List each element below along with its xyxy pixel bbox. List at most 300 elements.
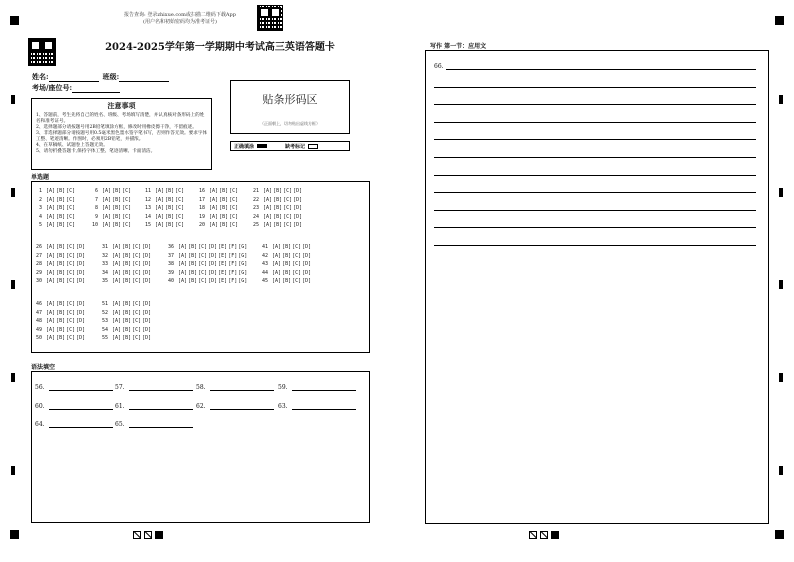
mc-option-d[interactable]: [D] [142,326,152,333]
mc-option-c[interactable]: [C] [283,222,293,229]
mc-option-a[interactable]: [A] [46,205,56,212]
mc-question-number: 24 [253,213,263,220]
mc-option-c[interactable]: [C] [292,269,302,276]
mc-option-a[interactable]: [A] [112,326,122,333]
mc-option-a[interactable]: [A] [263,213,273,220]
blank-answer-line[interactable] [49,404,113,410]
class-field[interactable] [119,74,169,82]
writing-line[interactable] [434,175,756,176]
mc-option-c[interactable]: [C] [292,252,302,259]
mc-option-d[interactable]: [D] [76,335,86,342]
mc-option-a[interactable]: [A] [209,196,219,203]
mc-option-c[interactable]: [C] [198,261,208,268]
mc-option-d[interactable]: [D] [142,318,152,325]
mc-option-d[interactable]: [D] [302,261,312,268]
writing-line[interactable] [434,87,756,88]
mc-question-number: 51 [102,301,112,307]
mc-option-b[interactable]: [B] [56,205,66,212]
mc-option-b[interactable]: [B] [188,244,198,250]
mc-question-37 [168,253,247,259]
mc-option-b[interactable]: [B] [282,278,292,285]
mc-option-c[interactable]: [C] [66,261,76,268]
blank-answer-line[interactable] [129,385,193,391]
mc-option-a[interactable]: [A] [178,261,188,268]
mc-option-c[interactable]: [C] [122,188,132,194]
exam-seat-field[interactable] [72,85,120,93]
mc-question-number: 19 [199,213,209,220]
mc-option-b[interactable]: [B] [165,205,175,212]
writing-line[interactable] [434,139,756,140]
mc-option-c[interactable]: [C] [175,196,185,203]
mc-question-number: 23 [253,205,263,212]
writing-line[interactable] [434,192,756,193]
mc-option-b[interactable]: [B] [282,269,292,276]
mc-option-a[interactable]: [A] [155,196,165,203]
registration-mark [11,188,15,197]
mc-option-b[interactable]: [B] [219,213,229,220]
mc-option-a[interactable]: [A] [102,188,112,194]
mc-option-c[interactable]: [C] [66,309,76,316]
mc-question-21 [253,188,302,194]
mc-option-c[interactable]: [C] [66,188,76,194]
registration-mark [779,95,783,104]
writing-line[interactable] [434,104,756,105]
mc-option-a[interactable]: [A] [112,301,122,307]
mc-option-b[interactable]: [B] [56,252,66,259]
corner-mark [10,530,19,539]
mc-option-a[interactable]: [A] [178,278,188,285]
mc-option-e[interactable]: [E] [218,269,228,276]
mc-option-c[interactable]: [C] [132,269,142,276]
notice-heading: 注意事项 [107,101,136,110]
mc-option-a[interactable]: [A] [46,301,56,307]
registration-mark [779,188,783,197]
mc-option-b[interactable]: [B] [273,188,283,194]
mc-option-b[interactable]: [B] [188,252,198,259]
mc-option-d[interactable]: [D] [76,309,86,316]
mc-option-d[interactable]: [D] [208,252,218,259]
mc-option-b[interactable]: [B] [122,278,132,285]
mc-option-c[interactable]: [C] [66,278,76,285]
mc-option-b[interactable]: [B] [188,269,198,276]
mc-option-g[interactable]: [G] [238,244,248,250]
mc-option-c[interactable]: [C] [66,335,76,342]
writing-line[interactable] [446,69,756,70]
mc-option-b[interactable]: [B] [56,196,66,203]
blank-answer-line[interactable] [210,404,274,410]
mc-option-a[interactable]: [A] [272,244,282,250]
mc-option-a[interactable]: [A] [272,278,282,285]
mc-question-54 [102,327,151,333]
mc-option-d[interactable]: [D] [142,269,152,276]
writing-line[interactable] [434,157,756,158]
mc-option-d[interactable]: [D] [208,269,218,276]
mc-option-a[interactable]: [A] [272,269,282,276]
mc-option-b[interactable]: [B] [219,196,229,203]
mc-option-b[interactable]: [B] [56,318,66,325]
mc-option-d[interactable]: [D] [293,188,303,194]
mc-option-d[interactable]: [D] [293,213,303,220]
mc-option-c[interactable]: [C] [66,213,76,220]
mc-option-c[interactable]: [C] [132,335,142,342]
mc-question-number: 54 [102,326,112,333]
mc-option-b[interactable]: [B] [282,252,292,259]
mc-option-b[interactable]: [B] [56,301,66,307]
mc-option-b[interactable]: [B] [56,213,66,220]
mc-option-a[interactable]: [A] [155,222,165,229]
mc-option-d[interactable]: [D] [293,196,303,203]
mc-question-number: 33 [102,261,112,268]
mc-option-a[interactable]: [A] [112,278,122,285]
mc-option-g[interactable]: [G] [238,269,248,276]
mc-option-a[interactable]: [A] [46,318,56,325]
mc-option-d[interactable]: [D] [142,309,152,316]
slash-mark [133,531,141,539]
mc-option-b[interactable]: [B] [56,326,66,333]
mc-question-55 [102,335,151,341]
mc-question-42 [262,253,311,259]
blank-number: 60. [35,403,45,410]
mc-question-43 [262,261,311,267]
mc-option-c[interactable]: [C] [198,269,208,276]
mc-option-b[interactable]: [B] [56,222,66,229]
mc-option-a[interactable]: [A] [263,188,273,194]
mc-question-number: 42 [262,252,272,259]
writing-line[interactable] [434,210,756,211]
mc-question-number: 43 [262,261,272,268]
mc-option-c[interactable]: [C] [229,213,239,220]
writing-line[interactable] [434,245,756,246]
mc-option-a[interactable]: [A] [272,261,282,268]
mc-option-b[interactable]: [B] [188,261,198,268]
bottom-ticks-right [529,531,559,539]
mc-option-a[interactable]: [A] [112,252,122,259]
mc-option-b[interactable]: [B] [122,309,132,316]
mc-option-d[interactable]: [D] [208,278,218,285]
mc-option-c[interactable]: [C] [122,213,132,220]
mc-option-c[interactable]: [C] [175,205,185,212]
mc-option-c[interactable]: [C] [229,188,239,194]
blank-answer-line[interactable] [292,404,356,410]
mc-option-b[interactable]: [B] [112,188,122,194]
mc-option-a[interactable]: [A] [178,244,188,250]
mc-option-a[interactable]: [A] [102,222,112,229]
mc-option-f[interactable]: [F] [228,269,238,276]
fill-answer-box [31,371,370,523]
mc-option-b[interactable]: [B] [112,196,122,203]
mc-question-15 [145,222,184,228]
name-field[interactable] [49,74,99,82]
mc-option-a[interactable]: [A] [112,261,122,268]
mc-question-45 [262,278,311,284]
mc-option-b[interactable]: [B] [56,335,66,342]
mc-option-c[interactable]: [C] [66,222,76,229]
mc-option-a[interactable]: [A] [46,335,56,342]
mc-option-f[interactable]: [F] [228,261,238,268]
blank-answer-line[interactable] [292,385,356,391]
mc-option-a[interactable]: [A] [46,278,56,285]
mc-option-a[interactable]: [A] [209,188,219,194]
mc-option-a[interactable]: [A] [112,269,122,276]
page-title: 2024-2025学年第一学期期中考试高三英语答题卡 [105,42,335,53]
mc-option-f[interactable]: [F] [228,278,238,285]
mc-option-d[interactable]: [D] [302,244,312,250]
mc-option-b[interactable]: [B] [122,301,132,307]
blank-answer-line[interactable] [210,385,274,391]
mc-option-c[interactable]: [C] [66,326,76,333]
absent-mark-box[interactable] [308,144,318,149]
mc-option-a[interactable]: [A] [102,213,112,220]
mc-option-b[interactable]: [B] [273,213,283,220]
mc-option-g[interactable]: [G] [238,261,248,268]
mc-question-number: 45 [262,278,272,285]
mc-option-f[interactable]: [F] [228,252,238,259]
mc-option-c[interactable]: [C] [66,269,76,276]
mc-option-c[interactable]: [C] [66,301,76,307]
mc-option-c[interactable]: [C] [292,261,302,268]
mc-option-b[interactable]: [B] [122,244,132,250]
mc-question-number: 8 [92,205,102,212]
mc-question-1 [36,188,75,194]
mc-option-a[interactable]: [A] [46,244,56,250]
mc-option-d[interactable]: [D] [76,278,86,285]
mc-option-c[interactable]: [C] [66,252,76,259]
mc-question-number: 2 [36,196,46,203]
mc-option-d[interactable]: [D] [142,301,152,307]
mc-option-a[interactable]: [A] [112,318,122,325]
mc-option-c[interactable]: [C] [283,213,293,220]
mc-option-c[interactable]: [C] [175,213,185,220]
mc-option-g[interactable]: [G] [238,278,248,285]
blank-number: 57. [115,384,125,391]
mc-option-c[interactable]: [C] [66,196,76,203]
mc-option-c[interactable]: [C] [229,196,239,203]
mc-question-5 [36,222,75,228]
mc-option-b[interactable]: [B] [282,244,292,250]
mc-option-d[interactable]: [D] [76,326,86,333]
mc-option-b[interactable]: [B] [165,196,175,203]
mc-option-b[interactable]: [B] [165,213,175,220]
mc-question-number: 27 [36,252,46,259]
mc-option-b[interactable]: [B] [122,252,132,259]
mc-option-a[interactable]: [A] [263,196,273,203]
mc-option-b[interactable]: [B] [56,309,66,316]
mc-option-a[interactable]: [A] [209,213,219,220]
blank-number: 64. [35,421,45,428]
mc-option-c[interactable]: [C] [229,205,239,212]
mc-option-a[interactable]: [A] [263,205,273,212]
mc-option-b[interactable]: [B] [273,205,283,212]
mc-option-d[interactable]: [D] [142,244,152,250]
mc-option-a[interactable]: [A] [155,205,165,212]
mc-option-b[interactable]: [B] [188,278,198,285]
mc-option-a[interactable]: [A] [46,196,56,203]
mc-option-c[interactable]: [C] [132,252,142,259]
mc-option-c[interactable]: [C] [122,222,132,229]
mc-option-b[interactable]: [B] [112,213,122,220]
mc-option-b[interactable]: [B] [165,188,175,194]
mc-option-c[interactable]: [C] [132,301,142,307]
mc-question-number: 7 [92,196,102,203]
mc-option-b[interactable]: [B] [122,318,132,325]
mc-option-c[interactable]: [C] [132,244,142,250]
mc-option-a[interactable]: [A] [46,309,56,316]
mc-option-g[interactable]: [G] [238,252,248,259]
mc-option-c[interactable]: [C] [283,196,293,203]
mc-option-b[interactable]: [B] [122,269,132,276]
report-query-note [110,12,250,26]
mc-option-c[interactable]: [C] [132,309,142,316]
mc-option-b[interactable]: [B] [112,205,122,212]
mc-option-c[interactable]: [C] [283,188,293,194]
mc-option-d[interactable]: [D] [208,244,218,250]
notice-item: 5、请勿折叠答题卡,保持字体工整、笔迹清晰、卡面清洁。 [36,149,156,154]
mc-question-46 [36,301,85,307]
mc-option-a[interactable]: [A] [155,213,165,220]
mc-option-c[interactable]: [C] [229,222,239,229]
absent-mark-label: 缺考标记 [285,143,306,150]
mc-option-a[interactable]: [A] [46,188,56,194]
mc-option-b[interactable]: [B] [273,222,283,229]
writing-line[interactable] [434,227,756,228]
mc-option-c[interactable]: [C] [198,252,208,259]
mc-option-d[interactable]: [D] [76,261,86,268]
mc-option-a[interactable]: [A] [178,252,188,259]
mc-option-e[interactable]: [E] [218,244,228,250]
mc-option-b[interactable]: [B] [273,196,283,203]
mc-option-d[interactable]: [D] [302,269,312,276]
mc-option-a[interactable]: [A] [46,261,56,268]
mc-option-d[interactable]: [D] [142,335,152,342]
mc-option-b[interactable]: [B] [56,278,66,285]
mc-question-39 [168,270,247,276]
mc-question-number: 5 [36,222,46,229]
mc-question-44 [262,270,311,276]
mc-option-a[interactable]: [A] [155,188,165,194]
bottom-ticks-left [133,531,163,539]
mc-option-a[interactable]: [A] [46,326,56,333]
mc-option-c[interactable]: [C] [198,278,208,285]
mc-option-c[interactable]: [C] [66,318,76,325]
mc-option-c[interactable]: [C] [122,205,132,212]
mc-option-c[interactable]: [C] [292,244,302,250]
mc-option-c[interactable]: [C] [292,278,302,285]
mc-option-b[interactable]: [B] [56,261,66,268]
mc-option-c[interactable]: [C] [175,188,185,194]
blank-answer-line[interactable] [49,385,113,391]
mc-option-d[interactable]: [D] [302,278,312,285]
mc-option-d[interactable]: [D] [293,205,303,212]
notice-item: 4、在草稿纸、试题卷上答题无效。 [36,143,108,148]
blank-item-59 [278,384,356,391]
blank-item-65 [115,421,193,428]
mc-option-c[interactable]: [C] [132,261,142,268]
mc-option-f[interactable]: [F] [228,244,238,250]
mc-option-c[interactable]: [C] [283,205,293,212]
mc-option-c[interactable]: [C] [198,244,208,250]
mc-option-a[interactable]: [A] [46,269,56,276]
mc-option-d[interactable]: [D] [76,244,86,250]
writing-answer-box [425,50,769,524]
mc-option-b[interactable]: [B] [56,269,66,276]
mc-option-c[interactable]: [C] [122,196,132,203]
mc-option-a[interactable]: [A] [209,205,219,212]
mc-option-b[interactable]: [B] [219,205,229,212]
mc-option-a[interactable]: [A] [112,335,122,342]
mc-option-d[interactable]: [D] [142,261,152,268]
writing-line[interactable] [434,122,756,123]
mc-question-number: 41 [262,244,272,250]
mc-option-d[interactable]: [D] [76,318,86,325]
mc-option-b[interactable]: [B] [56,188,66,194]
registration-mark [11,373,15,382]
mc-option-d[interactable]: [D] [302,252,312,259]
mc-question-29 [36,270,85,276]
mc-option-b[interactable]: [B] [122,261,132,268]
blank-answer-line[interactable] [129,404,193,410]
mc-option-b[interactable]: [B] [219,188,229,194]
mc-option-a[interactable]: [A] [112,244,122,250]
mc-question-12 [145,197,184,203]
mc-option-b[interactable]: [B] [122,335,132,342]
mc-question-number: 17 [199,196,209,203]
mc-option-d[interactable]: [D] [142,252,152,259]
mc-question-number: 37 [168,252,178,259]
mc-option-a[interactable]: [A] [112,309,122,316]
mc-option-b[interactable]: [B] [56,244,66,250]
mc-option-a[interactable]: [A] [178,269,188,276]
mc-option-c[interactable]: [C] [175,222,185,229]
mc-option-c[interactable]: [C] [132,278,142,285]
mc-option-c[interactable]: [C] [66,205,76,212]
mc-option-b[interactable]: [B] [165,222,175,229]
mc-option-b[interactable]: [B] [219,222,229,229]
mc-option-d[interactable]: [D] [293,222,303,229]
mc-question-13 [145,205,184,211]
mc-option-d[interactable]: [D] [142,278,152,285]
mc-option-a[interactable]: [A] [209,222,219,229]
mc-option-a[interactable]: [A] [46,222,56,229]
mc-option-d[interactable]: [D] [208,261,218,268]
mc-option-a[interactable]: [A] [102,205,112,212]
mc-question-50 [36,335,85,341]
mc-question-number: 36 [168,244,178,250]
mc-option-a[interactable]: [A] [272,252,282,259]
mc-option-b[interactable]: [B] [112,222,122,229]
mc-option-d[interactable]: [D] [76,269,86,276]
mc-option-a[interactable]: [A] [46,213,56,220]
mc-option-a[interactable]: [A] [102,196,112,203]
mc-option-b[interactable]: [B] [282,261,292,268]
mc-question-3 [36,205,75,211]
mc-option-d[interactable]: [D] [76,252,86,259]
mc-option-e[interactable]: [E] [218,261,228,268]
mc-option-c[interactable]: [C] [132,326,142,333]
mc-question-number: 50 [36,335,46,342]
mc-option-a[interactable]: [A] [263,222,273,229]
mc-option-e[interactable]: [E] [218,278,228,285]
mc-option-b[interactable]: [B] [122,326,132,333]
mc-option-a[interactable]: [A] [46,252,56,259]
mc-option-d[interactable]: [D] [76,301,86,307]
barcode-title: 贴条形码区 [262,93,318,106]
mc-option-e[interactable]: [E] [218,252,228,259]
mc-option-c[interactable]: [C] [132,318,142,325]
mc-question-number: 9 [92,213,102,220]
blank-answer-line[interactable] [49,422,113,428]
blank-answer-line[interactable] [129,422,193,428]
mc-option-c[interactable]: [C] [66,244,76,250]
